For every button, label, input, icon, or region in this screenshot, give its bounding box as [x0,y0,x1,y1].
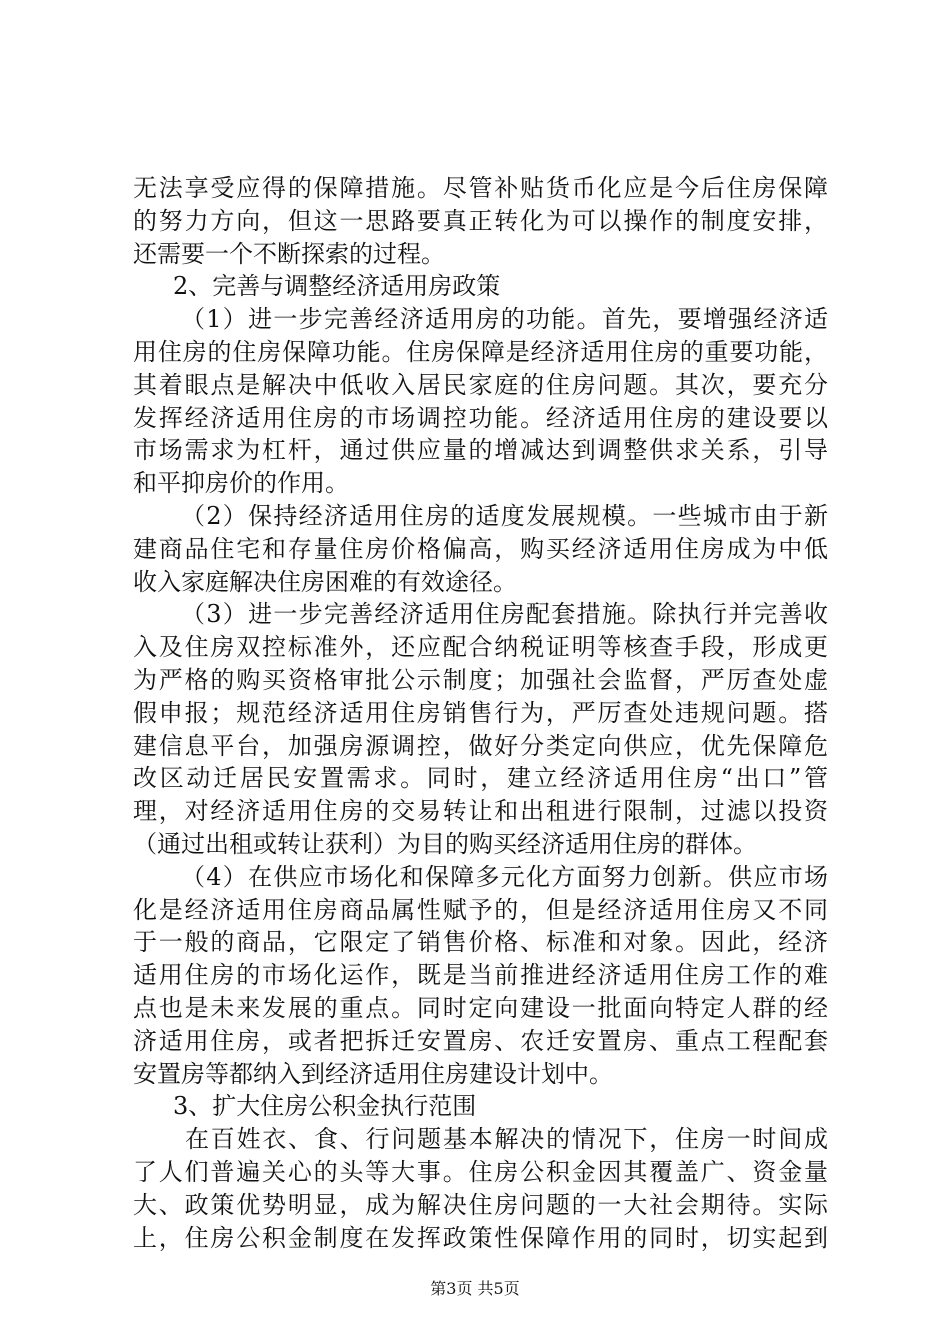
document-body [133,172,828,1254]
text-line: 收入家庭解决住房困难的有效途径。 [133,567,517,596]
text-line: 在百姓衣、食、行问题基本解决的情况下，住房一时间成 [185,1125,828,1154]
text-line: （4）在供应市场化和保障多元化方面努力创新。供应市场 [181,862,828,891]
text-line: 建商品住宅和存量住房价格偏高，购买经济适用住房成为中低 [133,534,828,563]
text-line: 的努力方向，但这一思路要真正转化为可以操作的制度安排， [133,206,828,235]
text-line: 化是经济适用住房商品属性赋予的，但是经济适用住房又不同 [133,895,828,924]
text-line: 适用住房的市场化运作，既是当前推进经济适用住房工作的难 [133,961,828,990]
text-line: 市场需求为杠杆，通过供应量的增减达到调整供求关系，引导 [133,436,828,465]
text-line: 点也是未来发展的重点。同时定向建设一批面向特定人群的经 [133,993,828,1022]
text-line: 安置房等都纳入到经济适用住房建设计划中。 [133,1059,613,1088]
text-line: 济适用住房，或者把拆迁安置房、农迁安置房、重点工程配套 [133,1026,828,1055]
section-heading: 2、完善与调整经济适用房政策 [173,272,501,301]
text-line: 改区动迁居民安置需求。同时，建立经济适用住房“出口”管 [133,764,828,793]
text-line: 和平抑房价的作用。 [133,469,349,498]
text-line: （1）进一步完善经济适用房的功能。首先，要增强经济适 [181,305,828,334]
text-line: 无法享受应得的保障措施。尽管补贴货币化应是今后住房保障 [133,174,828,202]
text-line: 为严格的购买资格审批公示制度；加强社会监督，严厉查处虚 [133,665,828,694]
text-line: 理，对经济适用住房的交易转让和出租进行限制，过滤以投资 [133,797,828,826]
page-number: 第3页 共5页 [430,1279,520,1298]
text-line: （3）进一步完善经济适用住房配套措施。除执行并完善收 [181,600,828,629]
text-line: 建信息平台，加强房源调控，做好分类定向供应，优先保障危 [133,731,828,760]
page-footer [0,1276,950,1299]
text-line: （2）保持经济适用住房的适度发展规模。一些城市由于新 [181,501,828,530]
text-line: 其着眼点是解决中低收入居民家庭的住房问题。其次，要充分 [133,370,828,399]
text-line: 用住房的住房保障功能。住房保障是经济适用住房的重要功能， [133,337,828,366]
text-line: 了人们普遍关心的头等大事。住房公积金因其覆盖广、资金量 [133,1157,828,1186]
text-line: 于一般的商品，它限定了销售价格、标准和对象。因此，经济 [133,928,828,957]
text-line: 假申报；规范经济适用住房销售行为，严厉查处违规问题。搭 [133,698,828,727]
section-heading: 3、扩大住房公积金执行范围 [173,1092,477,1121]
text-line: （通过出租或转让获利）为目的购买经济适用住房的群体。 [133,829,757,858]
text-line: 大、政策优势明显，成为解决住房问题的一大社会期待。实际 [133,1190,828,1219]
text-line: 上，住房公积金制度在发挥政策性保障作用的同时，切实起到 [133,1223,828,1252]
text-line: 入及住房双控标准外，还应配合纳税证明等核查手段，形成更 [133,633,828,662]
text-line: 还需要一个不断探索的过程。 [133,239,445,268]
text-line: 发挥经济适用住房的市场调控功能。经济适用住房的建设要以 [133,403,828,432]
